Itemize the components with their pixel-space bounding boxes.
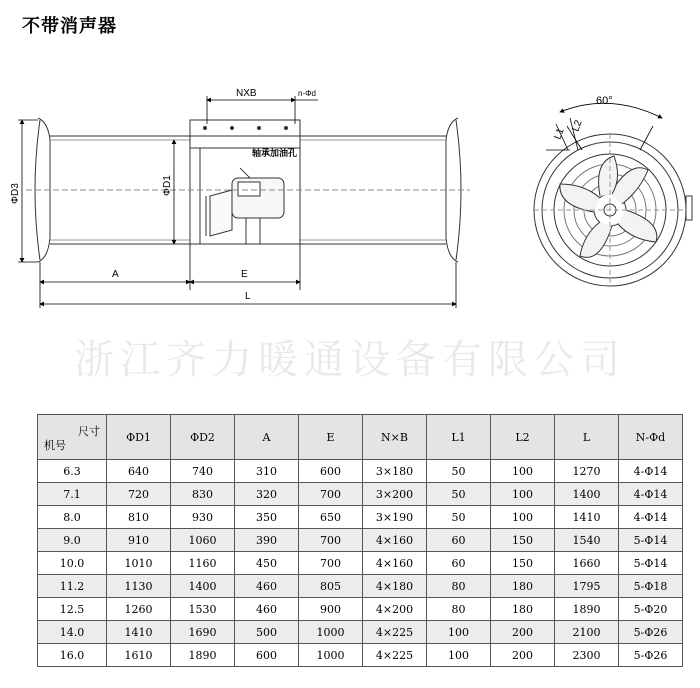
table-cell: 1530 [171,598,235,621]
table-cell: 1890 [171,644,235,667]
table-cell: 720 [107,483,171,506]
spec-table [37,414,683,667]
model-number-cell: 7.1 [38,483,107,506]
fan-side-view [26,118,470,262]
label-bearing-hole: 轴承加油孔 [252,148,298,158]
table-cell: 600 [299,460,363,483]
table-cell: 320 [235,483,299,506]
page-title: 不带消声器 [22,16,117,37]
table-cell: 1660 [555,552,619,575]
table-cell: 500 [235,621,299,644]
model-number-cell: 12.5 [38,598,107,621]
table-cell: 4-Φ14 [619,483,683,506]
table-row [38,644,683,667]
table-cell: 700 [299,529,363,552]
table-cell: 50 [427,506,491,529]
table-cell: 1690 [171,621,235,644]
label-angle: 60° [596,95,613,107]
column-header: A [235,415,299,460]
column-header: L1 [427,415,491,460]
table-cell: 4×160 [363,552,427,575]
table-cell: 1010 [107,552,171,575]
table-cell: 805 [299,575,363,598]
table-cell: 1270 [555,460,619,483]
table-cell: 1260 [107,598,171,621]
label-l1: L1 [552,126,567,142]
corner-label-model: 机号 [44,439,66,452]
table-cell: 5-Φ26 [619,621,683,644]
table-cell: 2300 [555,644,619,667]
column-header: L [555,415,619,460]
table-cell: 1400 [555,483,619,506]
table-cell: 1130 [107,575,171,598]
table-row [38,460,683,483]
label-e: E [241,269,248,280]
table-cell: 180 [491,598,555,621]
table-cell: 1000 [299,644,363,667]
table-cell: 5-Φ20 [619,598,683,621]
table-row [38,621,683,644]
table-cell: 4×180 [363,575,427,598]
table-header-row [38,415,683,460]
table-cell: 4×200 [363,598,427,621]
table-cell: 4-Φ14 [619,460,683,483]
table-cell: 1795 [555,575,619,598]
table-row [38,552,683,575]
table-cell: 50 [427,460,491,483]
table-corner-cell [38,415,107,460]
table-cell: 80 [427,598,491,621]
table-cell: 200 [491,644,555,667]
table-row [38,575,683,598]
table-cell: 150 [491,529,555,552]
label-nd: n-Φd [298,89,316,98]
model-number-cell: 8.0 [38,506,107,529]
model-number-cell: 16.0 [38,644,107,667]
table-cell: 310 [235,460,299,483]
column-header: E [299,415,363,460]
table-row [38,598,683,621]
model-number-cell: 10.0 [38,552,107,575]
table-cell: 60 [427,529,491,552]
table-cell: 650 [299,506,363,529]
table-cell: 1890 [555,598,619,621]
table-cell: 50 [427,483,491,506]
table-cell: 700 [299,483,363,506]
table-cell: 100 [491,460,555,483]
table-cell: 100 [427,621,491,644]
model-number-cell: 11.2 [38,575,107,598]
table-cell: 900 [299,598,363,621]
table-cell: 1160 [171,552,235,575]
label-d1: ΦD1 [162,175,173,196]
fan-front-view [534,134,692,286]
table-cell: 740 [171,460,235,483]
table-cell: 700 [299,552,363,575]
table-body [38,460,683,667]
table-cell: 460 [235,598,299,621]
table-cell: 3×180 [363,460,427,483]
table-cell: 2100 [555,621,619,644]
table-cell: 4×160 [363,529,427,552]
table-row [38,506,683,529]
table-cell: 1410 [555,506,619,529]
column-header: N×B [363,415,427,460]
table-cell: 390 [235,529,299,552]
label-a: A [112,269,119,280]
table-cell: 200 [491,621,555,644]
table-cell: 5-Φ26 [619,644,683,667]
table-cell: 1610 [107,644,171,667]
table-cell: 640 [107,460,171,483]
label-l: L [245,291,251,302]
company-watermark: 浙江齐力暖通设备有限公司 [74,337,626,383]
table-cell: 1410 [107,621,171,644]
column-header: N-Φd [619,415,683,460]
table-cell: 450 [235,552,299,575]
column-header: L2 [491,415,555,460]
table-cell: 3×200 [363,483,427,506]
table-cell: 350 [235,506,299,529]
table-cell: 5-Φ14 [619,529,683,552]
table-cell: 1000 [299,621,363,644]
table-row [38,483,683,506]
table-cell: 100 [427,644,491,667]
table-cell: 100 [491,483,555,506]
table-cell: 4×225 [363,644,427,667]
table-cell: 460 [235,575,299,598]
column-header: ΦD1 [107,415,171,460]
model-number-cell: 6.3 [38,460,107,483]
table-row [38,529,683,552]
table-cell: 830 [171,483,235,506]
table-cell: 5-Φ18 [619,575,683,598]
model-number-cell: 9.0 [38,529,107,552]
corner-label-size: 尺寸 [78,425,100,438]
table-cell: 930 [171,506,235,529]
table-cell: 1060 [171,529,235,552]
angle-dimensions [546,103,662,150]
table-cell: 1540 [555,529,619,552]
label-nxb: NXB [236,88,257,99]
table-cell: 80 [427,575,491,598]
table-cell: 4-Φ14 [619,506,683,529]
label-l2: L2 [570,118,585,134]
column-header: ΦD2 [171,415,235,460]
table-cell: 4×225 [363,621,427,644]
table-cell: 810 [107,506,171,529]
table-cell: 150 [491,552,555,575]
table-cell: 60 [427,552,491,575]
table-cell: 100 [491,506,555,529]
table-cell: 1400 [171,575,235,598]
table-cell: 600 [235,644,299,667]
label-d3: ΦD3 [10,183,21,204]
model-number-cell: 14.0 [38,621,107,644]
table-cell: 910 [107,529,171,552]
table-cell: 3×190 [363,506,427,529]
table-cell: 5-Φ14 [619,552,683,575]
table-cell: 180 [491,575,555,598]
